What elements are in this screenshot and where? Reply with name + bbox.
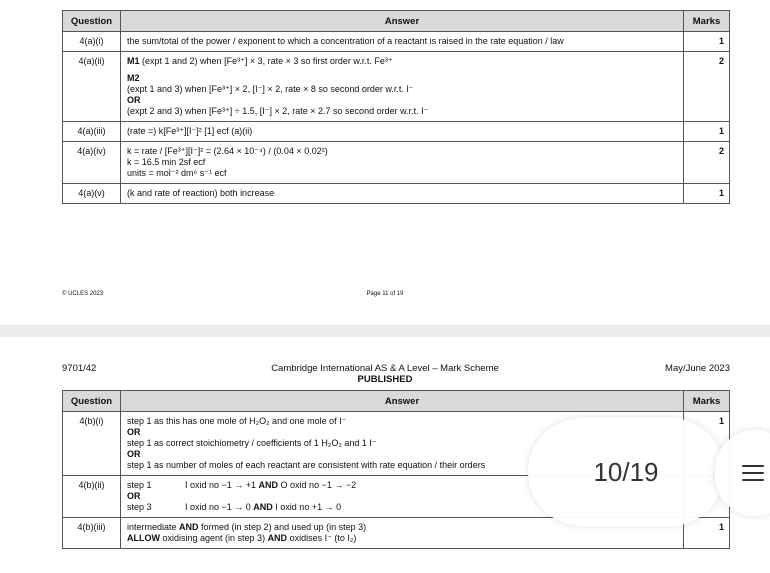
table-row [63, 32, 730, 52]
marks-value: 1 [684, 184, 730, 204]
page-header-title [0, 363, 770, 385]
marks-value: 1 [684, 122, 730, 142]
m1-label: M1 [127, 56, 140, 66]
header-answer: Answer [121, 391, 684, 412]
m2-line-2: (expt 2 and 3) when [Fe³⁺] ÷ 1.5, [I⁻] × 2, rate × 2.7 so second order w.r.t. I⁻ [127, 106, 429, 116]
k-value-line: k = 16.5 min 2sf ecf [127, 157, 206, 167]
step-label: step 3 [127, 502, 152, 512]
menu-icon [742, 479, 764, 481]
answer-text: oxidising agent (in step 3) [160, 533, 268, 543]
marks-value: 2 [684, 52, 730, 122]
header-question: Question [63, 391, 121, 412]
footer-page-number: Page 11 of 19 [366, 291, 404, 297]
question-number: 4(a)(iii) [63, 122, 121, 142]
question-number: 4(b)(iii) [63, 518, 121, 549]
oxidation-text: I oxid no −1 → +1 [185, 480, 259, 490]
answer-line-1: step 1 as this has one mole of H₂O₂ and one mole of I⁻ [127, 416, 347, 426]
or-label: OR [127, 427, 141, 437]
marks-value: 1 [684, 412, 730, 476]
allow-label: ALLOW [127, 533, 160, 543]
header-marks: Marks [684, 11, 730, 32]
mark-scheme-title: Cambridge International AS & A Level – Mark Scheme [271, 363, 499, 374]
step-label: step 1 [127, 480, 152, 490]
question-number: 4(a)(ii) [63, 52, 121, 122]
mark-scheme-table-1 [62, 10, 730, 204]
and-label: AND [253, 502, 273, 512]
marks-value: 2 [684, 142, 730, 184]
table-row [63, 122, 730, 142]
published-label: PUBLISHED [357, 374, 413, 385]
table-row [63, 184, 730, 204]
page-gap [0, 325, 770, 337]
answer-text: formed (in step 2) and used up (in step 3) [198, 522, 367, 532]
or-label: OR [127, 95, 141, 105]
answer-text: the sum/total of the power / exponent to which a concentration of a reactant is raised in the rate equation / law [121, 32, 684, 52]
menu-icon [742, 465, 764, 467]
rate-constant-line: k = rate / [Fe³⁺][I⁻]² = (2.64 × 10⁻⁴) / (0.04 × 0.02²) [127, 146, 328, 156]
menu-icon [742, 472, 764, 474]
page-indicator[interactable]: 10/19 [528, 418, 724, 526]
and-label: AND [267, 533, 288, 543]
m1-text: (expt 1 and 2) when [Fe³⁺] × 3, rate × 3 so first order w.r.t. Fe³⁺ [139, 56, 393, 66]
answer-cell [121, 142, 684, 184]
header-marks: Marks [684, 391, 730, 412]
oxidation-text: I oxid no +1 → 0 [272, 502, 342, 512]
units-line: units = mol⁻² dm⁶ s⁻¹ ecf [127, 168, 227, 178]
table-row [63, 52, 730, 122]
m2-line-1: (expt 1 and 3) when [Fe³⁺] × 2, [I⁻] × 2, rate × 8 so second order w.r.t. I⁻ [127, 84, 414, 94]
answer-text: (rate =) k[Fe³⁺][I⁻]² [1] ecf (a)(ii) [121, 122, 684, 142]
marks-value: 1 [684, 32, 730, 52]
or-label: OR [127, 449, 141, 459]
question-number: 4(b)(i) [63, 412, 121, 476]
marks-value: 1 [684, 518, 730, 549]
question-number: 4(b)(ii) [63, 476, 121, 518]
answer-cell [121, 52, 684, 122]
question-number: 4(a)(iv) [63, 142, 121, 184]
answer-text: intermediate [127, 522, 180, 532]
header-question: Question [63, 11, 121, 32]
oxidation-text: O oxid no −1 → −2 [278, 480, 357, 490]
answer-text: oxidises I⁻ (to I₂) [287, 533, 357, 543]
oxidation-text: I oxid no −1 → 0 [185, 502, 254, 512]
answer-text: (k and rate of reaction) both increase [121, 184, 684, 204]
and-label: AND [179, 522, 199, 532]
paper-code: 9701/42 [62, 363, 97, 374]
or-label: OR [127, 491, 141, 501]
table-row [63, 142, 730, 184]
footer-copyright: © UCLES 2023 [62, 291, 104, 297]
answer-line-3: step 1 as number of moles of each reactant are consistent with rate equation / their orders [127, 460, 486, 470]
question-number: 4(a)(i) [63, 32, 121, 52]
m2-label: M2 [127, 73, 140, 83]
and-label: AND [258, 480, 279, 490]
table-header-row [63, 11, 730, 32]
question-number: 4(a)(v) [63, 184, 121, 204]
answer-line-2: step 1 as correct stoichiometry / coefficients of 1 H₂O₂ and 1 I⁻ [127, 438, 377, 448]
exam-session: May/June 2023 [665, 363, 730, 374]
header-answer: Answer [121, 11, 684, 32]
table-header-row [63, 391, 730, 412]
